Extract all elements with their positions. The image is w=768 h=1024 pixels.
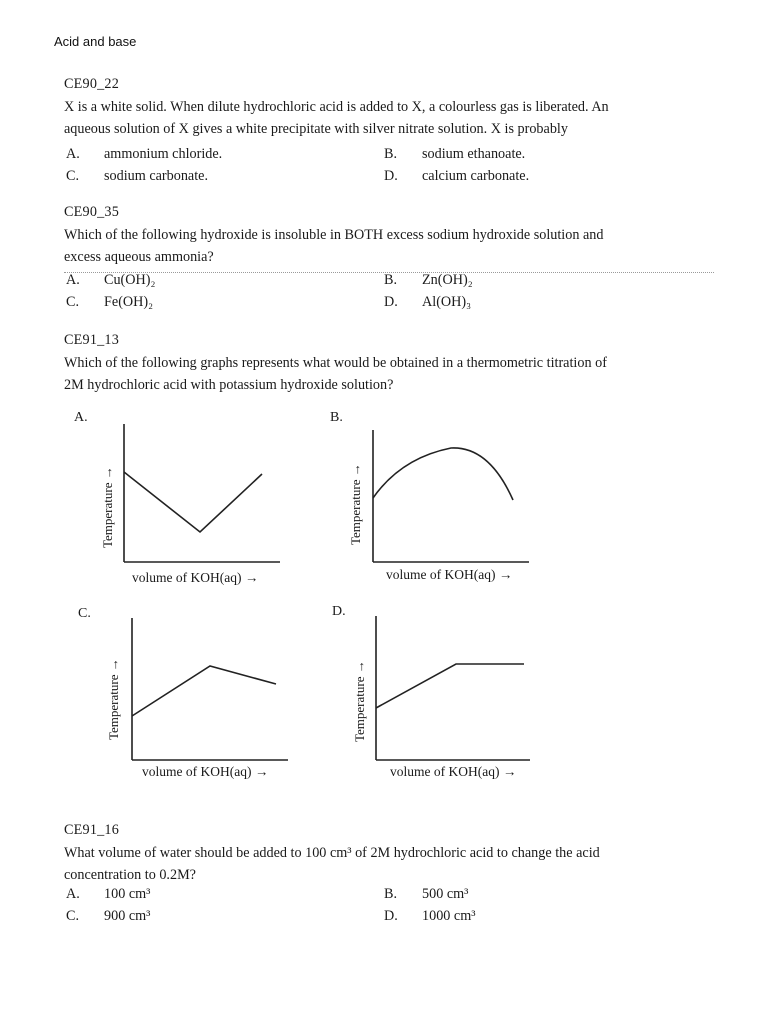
option-a: A. Cu(OH)₂ — [66, 272, 156, 288]
option-b: B. Zn(OH)₂ — [384, 272, 473, 288]
graph-a-letter: A. — [74, 410, 88, 425]
option-d: D. calcium carbonate. — [384, 168, 530, 184]
question-text — [64, 96, 714, 140]
graph-b-xlabel: volume of KOH(aq) → — [386, 567, 513, 582]
curve — [124, 472, 262, 532]
page-header: Acid and base — [54, 34, 137, 49]
option-a: A. 100 cm³ — [66, 886, 151, 902]
question-ce91-16 — [64, 822, 714, 886]
question-id: CE91_13 — [64, 332, 119, 348]
question-text-line: What volume of water should be added to 100 cm³ of 2M hydrochloric acid to change the acid — [64, 845, 600, 861]
graph-a-ylabel: Temperature → — [100, 466, 115, 548]
question-text — [64, 352, 714, 396]
question-id: CE91_16 — [64, 822, 119, 838]
graph-d-plot — [374, 614, 534, 764]
question-id: CE90_35 — [64, 204, 119, 220]
question-text-line: 2M hydrochloric acid with potassium hydroxide solution? — [64, 377, 394, 393]
option-d: D. Al(OH)₃ — [384, 294, 472, 310]
curve — [132, 666, 276, 716]
graph-c — [130, 616, 290, 771]
question-text-line: excess aqueous ammonia? — [64, 249, 214, 265]
graph-b-ylabel: Temperature → — [348, 463, 363, 545]
graph-c-letter: C. — [78, 606, 91, 621]
option-a: A. ammonium chloride. — [66, 146, 223, 162]
option-d: D. 1000 cm³ — [384, 908, 476, 924]
option-c: C. Fe(OH)₂ — [66, 294, 154, 310]
graph-a — [122, 422, 282, 577]
option-c: C. 900 cm³ — [66, 908, 151, 924]
graph-c-xlabel: volume of KOH(aq) → — [142, 764, 269, 779]
graph-b-plot — [371, 428, 531, 568]
graph-b — [371, 428, 531, 573]
graph-d-letter: D. — [332, 604, 346, 619]
question-ce91-13 — [64, 332, 714, 396]
graph-c-plot — [130, 616, 290, 766]
graph-b-letter: B. — [330, 410, 343, 425]
option-b: B. sodium ethanoate. — [384, 146, 526, 162]
graph-d-ylabel: Temperature → — [352, 660, 367, 742]
graph-c-ylabel: Temperature → — [106, 658, 121, 740]
question-text — [64, 224, 714, 268]
question-ce90-35 — [64, 204, 714, 268]
question-text-line: Which of the following graphs represents what would be obtained in a thermometric titration of — [64, 355, 607, 371]
question-text-line: aqueous solution of X gives a white precipitate with silver nitrate solution. X is probably — [64, 121, 568, 137]
question-text — [64, 842, 714, 886]
option-b: B. 500 cm³ — [384, 886, 469, 902]
graph-d-xlabel: volume of KOH(aq) → — [390, 764, 517, 779]
curve — [373, 448, 513, 500]
curve — [376, 664, 524, 708]
question-text-line: Which of the following hydroxide is insoluble in BOTH excess sodium hydroxide solution and — [64, 227, 604, 243]
graph-a-xlabel: volume of KOH(aq) → — [132, 570, 259, 585]
question-ce90-22 — [64, 76, 714, 140]
question-text-line: concentration to 0.2M? — [64, 867, 196, 883]
question-text-line: X is a white solid. When dilute hydrochloric acid is added to X, a colourless gas is liberated. An — [64, 99, 609, 115]
option-c: C. sodium carbonate. — [66, 168, 209, 184]
graph-d — [374, 614, 534, 769]
graph-a-plot — [122, 422, 282, 572]
question-id: CE90_22 — [64, 76, 119, 92]
